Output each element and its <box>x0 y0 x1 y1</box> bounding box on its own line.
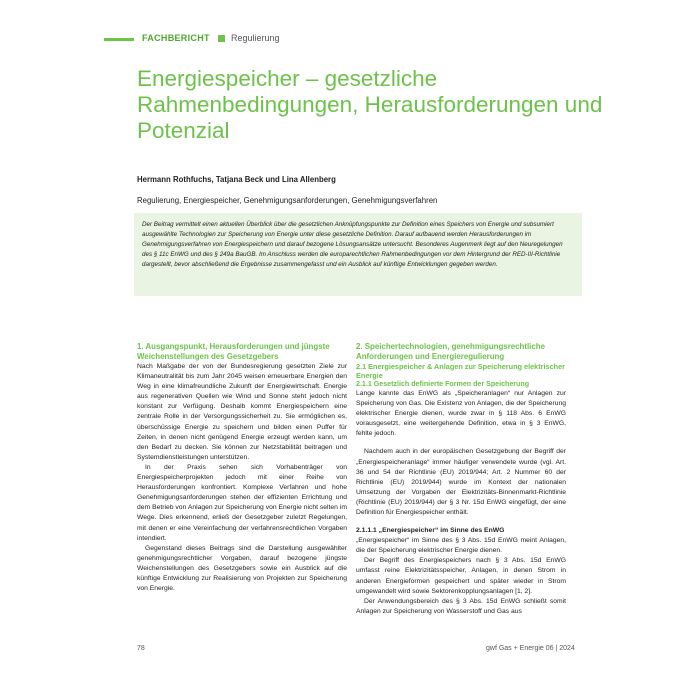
page-number: 78 <box>137 645 145 652</box>
left-paragraph-1: Nach Maßgabe der von der Bundesregierung gesetzten Ziele zur Klimaneutralität bis zum Jahr 2045 weisen erneuerbare Energien den Weg in eine klimafreundliche Zukunft der Energiewirtschaft. Energie aus regenerativen Quellen wie Wind und Sonne steht jedoch nicht konstant zur Verfügung. Deshalb kommt Energiespeichern eine zentrale Rolle in der Versorgungssicherheit zu. Sie ermöglichen es, überschüssige Energie zu speichern und bilden einen Puffer für Zeiten, in denen nicht genügend Energie erzeugt werden kann, um den Bedarf zu decken. Sie können zur Netzstabilität beitragen und Systemdienstleistungen unterstützen. <box>137 363 347 461</box>
right-paragraph-2: Nachdem auch in der europäischen Gesetzgebung der Begriff der „Energiespeicheranlage“ immer häufiger verwendete wurde (vgl. Art. 36 und 54 der Richtlinie (EU) 2019/944; Art. 2 Nummer 60 der Richtlinie (EU) 2019/944) wurde im Kontext der nationalen Umsetzung der Vorgaben der Elektrizitäts-Binnenmarkt-Richtlinie (Richtlinie (EU) 2019/944) der § 3 Nr. 15d EnWG eingefügt, der eine Definition für Energiespeicher enthält. <box>356 448 566 517</box>
article-title: Energiespeicher – gesetzliche Rahmenbedingungen, Herausforderungen und Potenzial <box>137 66 603 143</box>
abstract-text: Der Beitrag vermittelt einen aktuellen Überblick über die gesetzlichen Anknüpfungspunkte zur Definition eines Speichers von Energie und subsumiert ausgewählte Technologien zur Speicherung von Energie unter diese gesetzliche Definition. Darauf aufbauend werden Herausforderungen im Genehmigungsverfahren von Energiespeichern und darauf bezogene Lösungsansätze untersucht. Besonderes Augenmerk liegt auf den Neuregelungen des § 11c EnWG und des § 249a BauGB. Im Anschluss werden die europarechtlichen Rahmenbedingungen vor dem Hintergrund der RED-III-Richtlinie dargestellt, bevor abschließend die Ergebnisse zusammengefasst und ein Ausblick auf künftige Entwicklungen gegeben werden. <box>142 221 563 269</box>
right-paragraph-3: „Energiespeicher“ im Sinne des § 3 Abs. 15d EnWG meint Anlagen, die der Speicherung elektrischer Energie dienen. <box>356 537 566 555</box>
left-paragraph-2: In der Praxis sehen sich Vorhabenträger von Energiespeicherprojekten jedoch mit einer Reihe von Herausforderungen konfrontiert. Komplexe Verfahren und hohe Genehmigungsanforderungen stehen der effizienten Errichtung und dem Betrieb von Anlagen zur Speicherung von Energie nicht selten im Wege. Dies erkennend, erließ der Gesetzgeber zuletzt Regelungen, mit denen er eine Vereinfachung der verfahrensrechtlichen Vorgaben intendiert. <box>137 463 347 542</box>
section-label: FACHBERICHT <box>142 33 210 43</box>
right-column <box>356 342 566 617</box>
article-keywords: Regulierung, Energiespeicher, Genehmigungsanforderungen, Genehmigungsverfahren <box>137 196 438 205</box>
subsection-2-1-heading: 2.1 Energiespeicher & Anlagen zur Speicherung elektrischer Energie <box>356 362 565 380</box>
subsection-label: Regulierung <box>231 33 280 43</box>
header-rule <box>104 38 134 41</box>
article-authors: Hermann Rothfuchs, Tatjana Beck und Lina Allenberg <box>137 175 336 184</box>
abstract-box <box>134 213 582 296</box>
right-paragraph-4: Der Begriff des Energiespeichers nach § 3 Abs. 15d EnWG umfasst reine Elektrizitätsspeicher, Anlagen, in denen Strom in anderen Energieformen gespeichert und später wieder in Strom umgewandelt wird sowie Sektorenkopplungsanlagen [1, 2]. <box>356 557 566 595</box>
left-column <box>137 342 347 594</box>
subsection-2-1-1-heading: 2.1.1 Gesetzlich definierte Formen der Speicherung <box>356 380 530 388</box>
journal-footer: gwf Gas + Energie 06 | 2024 <box>486 645 575 652</box>
subsection-2-1-1-1-heading: 2.1.1.1 „Energiespeicher“ im Sinne des EnWG <box>356 527 505 535</box>
right-paragraph-5: Der Anwendungsbereich des § 3 Abs. 15d EnWG schließt somit Anlagen zur Speicherung von Wasserstoff und Gas aus <box>356 597 566 615</box>
right-paragraph-1: Lange kannte das EnWG als „Speicheranlagen“ nur Anlagen zur Speicherung von Gas. Die Existenz von Anlagen, die der Speicherung elektrischer Energie dienen, wurde zwar in § 118 Abs. 6 EnWG vorausgesetzt, eine weitergehende Definition, etwa in § 3 EnWG, fehlte jedoch. <box>356 390 566 438</box>
left-paragraph-3: Gegenstand dieses Beitrags sind die Darstellung ausgewählter genehmigungsrechtlicher Vorgaben, darauf bezogene jüngste Weichenstellungen des Gesetzgebers sowie ein Ausblick auf die künftige Entwicklung zur Realisierung von Projekten zur Speicherung von Energie. <box>137 544 347 593</box>
header-square-marker <box>218 35 225 42</box>
section-1-heading: 1. Ausgangspunkt, Herausforderungen und jüngste Weichenstellungen des Gesetzgebers <box>137 342 330 361</box>
section-header <box>104 34 599 44</box>
section-2-heading: 2. Speichertechnologien, genehmigungsrechtliche Anforderungen und Energieregulierung <box>356 342 545 361</box>
